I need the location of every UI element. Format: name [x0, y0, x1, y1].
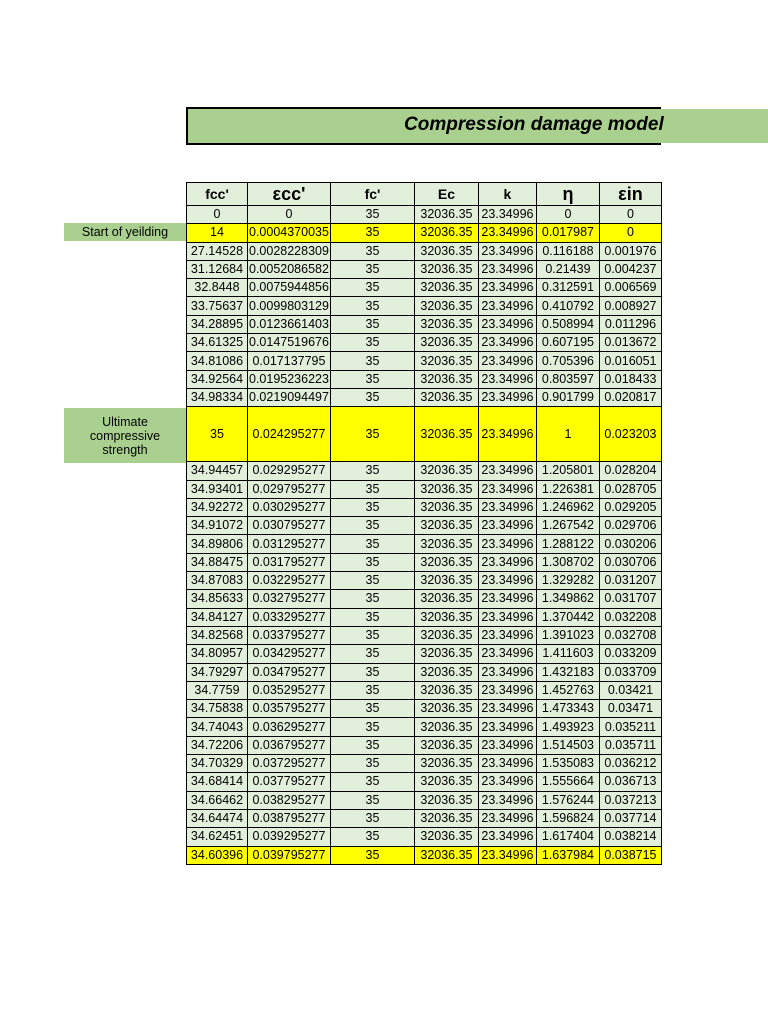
- table-cell: 0.038295277: [248, 791, 331, 809]
- table-row: [187, 553, 662, 571]
- table-cell: 0.001976: [599, 242, 661, 260]
- table-cell: 0.031795277: [248, 553, 331, 571]
- table-cell: 0.017137795: [248, 352, 331, 370]
- table-cell: 32036.35: [414, 498, 478, 516]
- table-cell: 32036.35: [414, 315, 478, 333]
- table-row: [187, 517, 662, 535]
- table-row: [187, 645, 662, 663]
- table-cell: 0.033209: [599, 645, 661, 663]
- table-cell: 0.030706: [599, 553, 661, 571]
- table-cell: 1.637984: [536, 846, 599, 864]
- table-row: [187, 388, 662, 406]
- table-cell: 0.020817: [599, 388, 661, 406]
- table-cell: 32036.35: [414, 663, 478, 681]
- table-cell: 35: [330, 773, 414, 791]
- table-cell: 35: [330, 498, 414, 516]
- table-cell: 32036.35: [414, 755, 478, 773]
- table-cell: 0: [536, 206, 599, 224]
- table-cell: 34.87083: [187, 572, 248, 590]
- table-cell: 0: [187, 206, 248, 224]
- table-cell: 32036.35: [414, 736, 478, 754]
- table-cell: 0.028204: [599, 462, 661, 480]
- table-cell: 23.34996: [478, 388, 536, 406]
- table-cell: 0.705396: [536, 352, 599, 370]
- table-cell: 0.029706: [599, 517, 661, 535]
- table-row: [187, 626, 662, 644]
- table-cell: 0.116188: [536, 242, 599, 260]
- table-cell: 0.035211: [599, 718, 661, 736]
- table-row: [187, 498, 662, 516]
- table-cell: 32036.35: [414, 206, 478, 224]
- table-cell: 0.0052086582: [248, 260, 331, 278]
- table-row: [187, 242, 662, 260]
- table-cell: 35: [330, 352, 414, 370]
- table-cell: 0.036295277: [248, 718, 331, 736]
- table-cell: 23.34996: [478, 315, 536, 333]
- table-cell: 0.028705: [599, 480, 661, 498]
- table-cell: 23.34996: [478, 242, 536, 260]
- table-cell: 0: [599, 206, 661, 224]
- table-cell: 0.029205: [599, 498, 661, 516]
- table-cell: 35: [330, 206, 414, 224]
- header-ein: εin: [599, 183, 661, 206]
- table-cell: 23.34996: [478, 224, 536, 242]
- table-row: [187, 407, 662, 462]
- table-cell: 32036.35: [414, 242, 478, 260]
- table-cell: 1.555664: [536, 773, 599, 791]
- table-cell: 23.34996: [478, 700, 536, 718]
- table-row: [187, 700, 662, 718]
- table-cell: 35: [330, 260, 414, 278]
- table-cell: 23.34996: [478, 553, 536, 571]
- table-cell: 0.21439: [536, 260, 599, 278]
- table-cell: 0.023203: [599, 407, 661, 462]
- ultimate-label-line1: Ultimate: [102, 414, 148, 429]
- table-cell: 0.037295277: [248, 755, 331, 773]
- table-cell: 23.34996: [478, 608, 536, 626]
- table-cell: 1.493923: [536, 718, 599, 736]
- table-cell: 0.038214: [599, 828, 661, 846]
- table-cell: 23.34996: [478, 755, 536, 773]
- table-cell: 0.0004370035: [248, 224, 331, 242]
- damage-table: [186, 182, 662, 865]
- table-cell: 0.038715: [599, 846, 661, 864]
- table-cell: 35: [330, 297, 414, 315]
- table-cell: 32036.35: [414, 535, 478, 553]
- table-cell: 34.72206: [187, 736, 248, 754]
- table-cell: 23.34996: [478, 498, 536, 516]
- table-cell: 0.035295277: [248, 681, 331, 699]
- table-cell: 32036.35: [414, 809, 478, 827]
- table-cell: 35: [330, 681, 414, 699]
- table-cell: 23.34996: [478, 791, 536, 809]
- table-row: [187, 315, 662, 333]
- table-cell: 32036.35: [414, 590, 478, 608]
- table-row: [187, 206, 662, 224]
- table-row: [187, 773, 662, 791]
- table-cell: 14: [187, 224, 248, 242]
- table-row: [187, 663, 662, 681]
- ultimate-strength-label: [64, 408, 186, 463]
- table-cell: 0.0195236223: [248, 370, 331, 388]
- table-cell: 23.34996: [478, 279, 536, 297]
- table-cell: 34.85633: [187, 590, 248, 608]
- table-cell: 35: [330, 791, 414, 809]
- table-cell: 1.596824: [536, 809, 599, 827]
- table-cell: 0.037795277: [248, 773, 331, 791]
- table-row: [187, 334, 662, 352]
- table-row: [187, 260, 662, 278]
- table-cell: 1.246962: [536, 498, 599, 516]
- table-cell: 23.34996: [478, 352, 536, 370]
- table-row: [187, 681, 662, 699]
- table-cell: 0.312591: [536, 279, 599, 297]
- table-cell: 35: [330, 370, 414, 388]
- table-row: [187, 736, 662, 754]
- table-cell: 32036.35: [414, 626, 478, 644]
- table-cell: 35: [187, 407, 248, 462]
- table-cell: 34.70329: [187, 755, 248, 773]
- table-cell: 1.267542: [536, 517, 599, 535]
- table-cell: 32036.35: [414, 297, 478, 315]
- table-cell: 35: [330, 334, 414, 352]
- header-eta: η: [536, 183, 599, 206]
- table-header-row: [187, 183, 662, 206]
- table-cell: 0.0028228309: [248, 242, 331, 260]
- table-cell: 35: [330, 718, 414, 736]
- table-cell: 32036.35: [414, 462, 478, 480]
- table-cell: 1.452763: [536, 681, 599, 699]
- table-cell: 32036.35: [414, 608, 478, 626]
- table-cell: 32036.35: [414, 846, 478, 864]
- table-cell: 0.030295277: [248, 498, 331, 516]
- table-cell: 32036.35: [414, 388, 478, 406]
- table-cell: 32036.35: [414, 334, 478, 352]
- table-cell: 35: [330, 809, 414, 827]
- table-cell: 0.032708: [599, 626, 661, 644]
- table-cell: 0.008927: [599, 297, 661, 315]
- table-cell: 0.0075944856: [248, 279, 331, 297]
- table-row: [187, 535, 662, 553]
- table-cell: 0.029795277: [248, 480, 331, 498]
- table-cell: 0.032795277: [248, 590, 331, 608]
- table-cell: 35: [330, 480, 414, 498]
- table-cell: 34.75838: [187, 700, 248, 718]
- table-cell: 34.74043: [187, 718, 248, 736]
- table-cell: 32036.35: [414, 645, 478, 663]
- table-cell: 34.79297: [187, 663, 248, 681]
- table-cell: 1.535083: [536, 755, 599, 773]
- table-cell: 0.013672: [599, 334, 661, 352]
- table-cell: 35: [330, 846, 414, 864]
- table-cell: 1.432183: [536, 663, 599, 681]
- table-cell: 35: [330, 608, 414, 626]
- table-cell: 1.411603: [536, 645, 599, 663]
- table-cell: 1.288122: [536, 535, 599, 553]
- table-cell: 32036.35: [414, 700, 478, 718]
- table-cell: 23.34996: [478, 663, 536, 681]
- table-cell: 35: [330, 315, 414, 333]
- table-row: [187, 791, 662, 809]
- table-cell: 35: [330, 626, 414, 644]
- table-cell: 0.036713: [599, 773, 661, 791]
- table-cell: 0.032295277: [248, 572, 331, 590]
- table-cell: 35: [330, 645, 414, 663]
- table-cell: 0.039295277: [248, 828, 331, 846]
- table-cell: 34.88475: [187, 553, 248, 571]
- table-cell: 35: [330, 590, 414, 608]
- table-cell: 23.34996: [478, 462, 536, 480]
- table-cell: 0.030206: [599, 535, 661, 553]
- table-cell: 0.508994: [536, 315, 599, 333]
- table-cell: 34.7759: [187, 681, 248, 699]
- table-cell: 0.901799: [536, 388, 599, 406]
- table-cell: 35: [330, 755, 414, 773]
- table-row: [187, 608, 662, 626]
- table-cell: 0.024295277: [248, 407, 331, 462]
- table-cell: 34.93401: [187, 480, 248, 498]
- table-cell: 1.205801: [536, 462, 599, 480]
- table-cell: 34.64474: [187, 809, 248, 827]
- table-cell: 0.0219094497: [248, 388, 331, 406]
- table-cell: 0.011296: [599, 315, 661, 333]
- table-cell: 1.576244: [536, 791, 599, 809]
- table-cell: 0.031207: [599, 572, 661, 590]
- table-cell: 34.89806: [187, 535, 248, 553]
- start-of-yielding-label: Start of yeilding: [64, 223, 186, 241]
- table-cell: 0: [248, 206, 331, 224]
- table-cell: 35: [330, 535, 414, 553]
- table-cell: 34.91072: [187, 517, 248, 535]
- table-cell: 35: [330, 553, 414, 571]
- table-cell: 34.81086: [187, 352, 248, 370]
- table-row: [187, 755, 662, 773]
- table-cell: 1.349862: [536, 590, 599, 608]
- table-cell: 0.803597: [536, 370, 599, 388]
- table-row: [187, 809, 662, 827]
- table-cell: 32036.35: [414, 352, 478, 370]
- table-cell: 23.34996: [478, 206, 536, 224]
- table-cell: 35: [330, 242, 414, 260]
- table-cell: 0.036795277: [248, 736, 331, 754]
- table-cell: 1.370442: [536, 608, 599, 626]
- table-cell: 23.34996: [478, 773, 536, 791]
- table-cell: 32036.35: [414, 681, 478, 699]
- table-cell: 0.0099803129: [248, 297, 331, 315]
- header-k: k: [478, 183, 536, 206]
- table-cell: 0.004237: [599, 260, 661, 278]
- table-cell: 23.34996: [478, 828, 536, 846]
- table-cell: 23.34996: [478, 718, 536, 736]
- table-cell: 34.94457: [187, 462, 248, 480]
- table-cell: 34.68414: [187, 773, 248, 791]
- table-cell: 0.038795277: [248, 809, 331, 827]
- table-cell: 0.035795277: [248, 700, 331, 718]
- table-cell: 32036.35: [414, 279, 478, 297]
- table-cell: 0.039795277: [248, 846, 331, 864]
- table-cell: 0.018433: [599, 370, 661, 388]
- table-row: [187, 828, 662, 846]
- table-row: [187, 279, 662, 297]
- header-fc: fc': [330, 183, 414, 206]
- table-cell: 1.226381: [536, 480, 599, 498]
- table-row: [187, 846, 662, 864]
- table-cell: 0.016051: [599, 352, 661, 370]
- table-cell: 0.029295277: [248, 462, 331, 480]
- table-cell: 35: [330, 517, 414, 535]
- table-cell: 32036.35: [414, 828, 478, 846]
- table-cell: 0.036212: [599, 755, 661, 773]
- table-cell: 32036.35: [414, 572, 478, 590]
- table-row: [187, 352, 662, 370]
- table-cell: 32036.35: [414, 553, 478, 571]
- table-cell: 0.03471: [599, 700, 661, 718]
- table-cell: 0.0123661403: [248, 315, 331, 333]
- table-cell: 0.034295277: [248, 645, 331, 663]
- table-cell: 35: [330, 736, 414, 754]
- table-cell: 32036.35: [414, 718, 478, 736]
- table-cell: 23.34996: [478, 736, 536, 754]
- table-cell: 35: [330, 224, 414, 242]
- table-cell: 35: [330, 663, 414, 681]
- table-cell: 34.28895: [187, 315, 248, 333]
- table-cell: 23.34996: [478, 590, 536, 608]
- table-cell: 1.617404: [536, 828, 599, 846]
- table-cell: 23.34996: [478, 645, 536, 663]
- table-row: [187, 718, 662, 736]
- table-cell: 0.037714: [599, 809, 661, 827]
- table-cell: 23.34996: [478, 480, 536, 498]
- table-cell: 0.006569: [599, 279, 661, 297]
- table-cell: 35: [330, 388, 414, 406]
- table-row: [187, 297, 662, 315]
- table-cell: 23.34996: [478, 517, 536, 535]
- header-fcc: fcc': [187, 183, 248, 206]
- table-cell: 32036.35: [414, 517, 478, 535]
- table-cell: 31.12684: [187, 260, 248, 278]
- table-cell: 32036.35: [414, 773, 478, 791]
- table-row: [187, 572, 662, 590]
- table-cell: 0.034795277: [248, 663, 331, 681]
- table-cell: 35: [330, 700, 414, 718]
- table-cell: 0.0147519676: [248, 334, 331, 352]
- table-cell: 32.8448: [187, 279, 248, 297]
- table-cell: 32036.35: [414, 480, 478, 498]
- table-cell: 32036.35: [414, 791, 478, 809]
- table-cell: 23.34996: [478, 535, 536, 553]
- table-cell: 0.035711: [599, 736, 661, 754]
- table-cell: 34.82568: [187, 626, 248, 644]
- table-cell: 1.391023: [536, 626, 599, 644]
- table-cell: 32036.35: [414, 407, 478, 462]
- table-cell: 0.037213: [599, 791, 661, 809]
- table-cell: 34.98334: [187, 388, 248, 406]
- table-cell: 23.34996: [478, 626, 536, 644]
- table-cell: 32036.35: [414, 224, 478, 242]
- table-cell: 23.34996: [478, 260, 536, 278]
- table-cell: 27.14528: [187, 242, 248, 260]
- table-cell: 0.032208: [599, 608, 661, 626]
- table-cell: 35: [330, 828, 414, 846]
- table-cell: 0.031295277: [248, 535, 331, 553]
- ultimate-label-line3: strength: [102, 442, 148, 457]
- table-cell: 34.80957: [187, 645, 248, 663]
- table-cell: 0.030795277: [248, 517, 331, 535]
- table-row: [187, 224, 662, 242]
- table-cell: 23.34996: [478, 297, 536, 315]
- table-cell: 33.75637: [187, 297, 248, 315]
- header-ec: Ec: [414, 183, 478, 206]
- table-cell: 35: [330, 572, 414, 590]
- table-row: [187, 462, 662, 480]
- table-cell: 0.017987: [536, 224, 599, 242]
- table-cell: 23.34996: [478, 846, 536, 864]
- table-cell: 34.92272: [187, 498, 248, 516]
- table-cell: 1.514503: [536, 736, 599, 754]
- table-cell: 0.031707: [599, 590, 661, 608]
- table-cell: 1: [536, 407, 599, 462]
- table-cell: 34.60396: [187, 846, 248, 864]
- table-cell: 32036.35: [414, 370, 478, 388]
- table-cell: 34.84127: [187, 608, 248, 626]
- table-cell: 0.033709: [599, 663, 661, 681]
- page-title: Compression damage model: [404, 114, 664, 135]
- table-cell: 1.473343: [536, 700, 599, 718]
- table-cell: 0.607195: [536, 334, 599, 352]
- table-cell: 23.34996: [478, 407, 536, 462]
- table-cell: 34.61325: [187, 334, 248, 352]
- table-row: [187, 370, 662, 388]
- table-cell: 23.34996: [478, 572, 536, 590]
- table-cell: 1.329282: [536, 572, 599, 590]
- table-row: [187, 590, 662, 608]
- header-ecc: εcc': [248, 183, 331, 206]
- table-row: [187, 480, 662, 498]
- ultimate-label-line2: compressive: [89, 428, 161, 443]
- table-cell: 32036.35: [414, 260, 478, 278]
- table-cell: 23.34996: [478, 809, 536, 827]
- table-cell: 0.03421: [599, 681, 661, 699]
- table-cell: 0.033795277: [248, 626, 331, 644]
- table-cell: 35: [330, 279, 414, 297]
- table-cell: 34.66462: [187, 791, 248, 809]
- table-cell: 23.34996: [478, 334, 536, 352]
- table-cell: 23.34996: [478, 370, 536, 388]
- table-cell: 0.410792: [536, 297, 599, 315]
- table-cell: 0: [599, 224, 661, 242]
- table-cell: 1.308702: [536, 553, 599, 571]
- table-cell: 35: [330, 407, 414, 462]
- table-cell: 23.34996: [478, 681, 536, 699]
- table-cell: 34.62451: [187, 828, 248, 846]
- table-cell: 0.033295277: [248, 608, 331, 626]
- table-cell: 34.92564: [187, 370, 248, 388]
- table-cell: 35: [330, 462, 414, 480]
